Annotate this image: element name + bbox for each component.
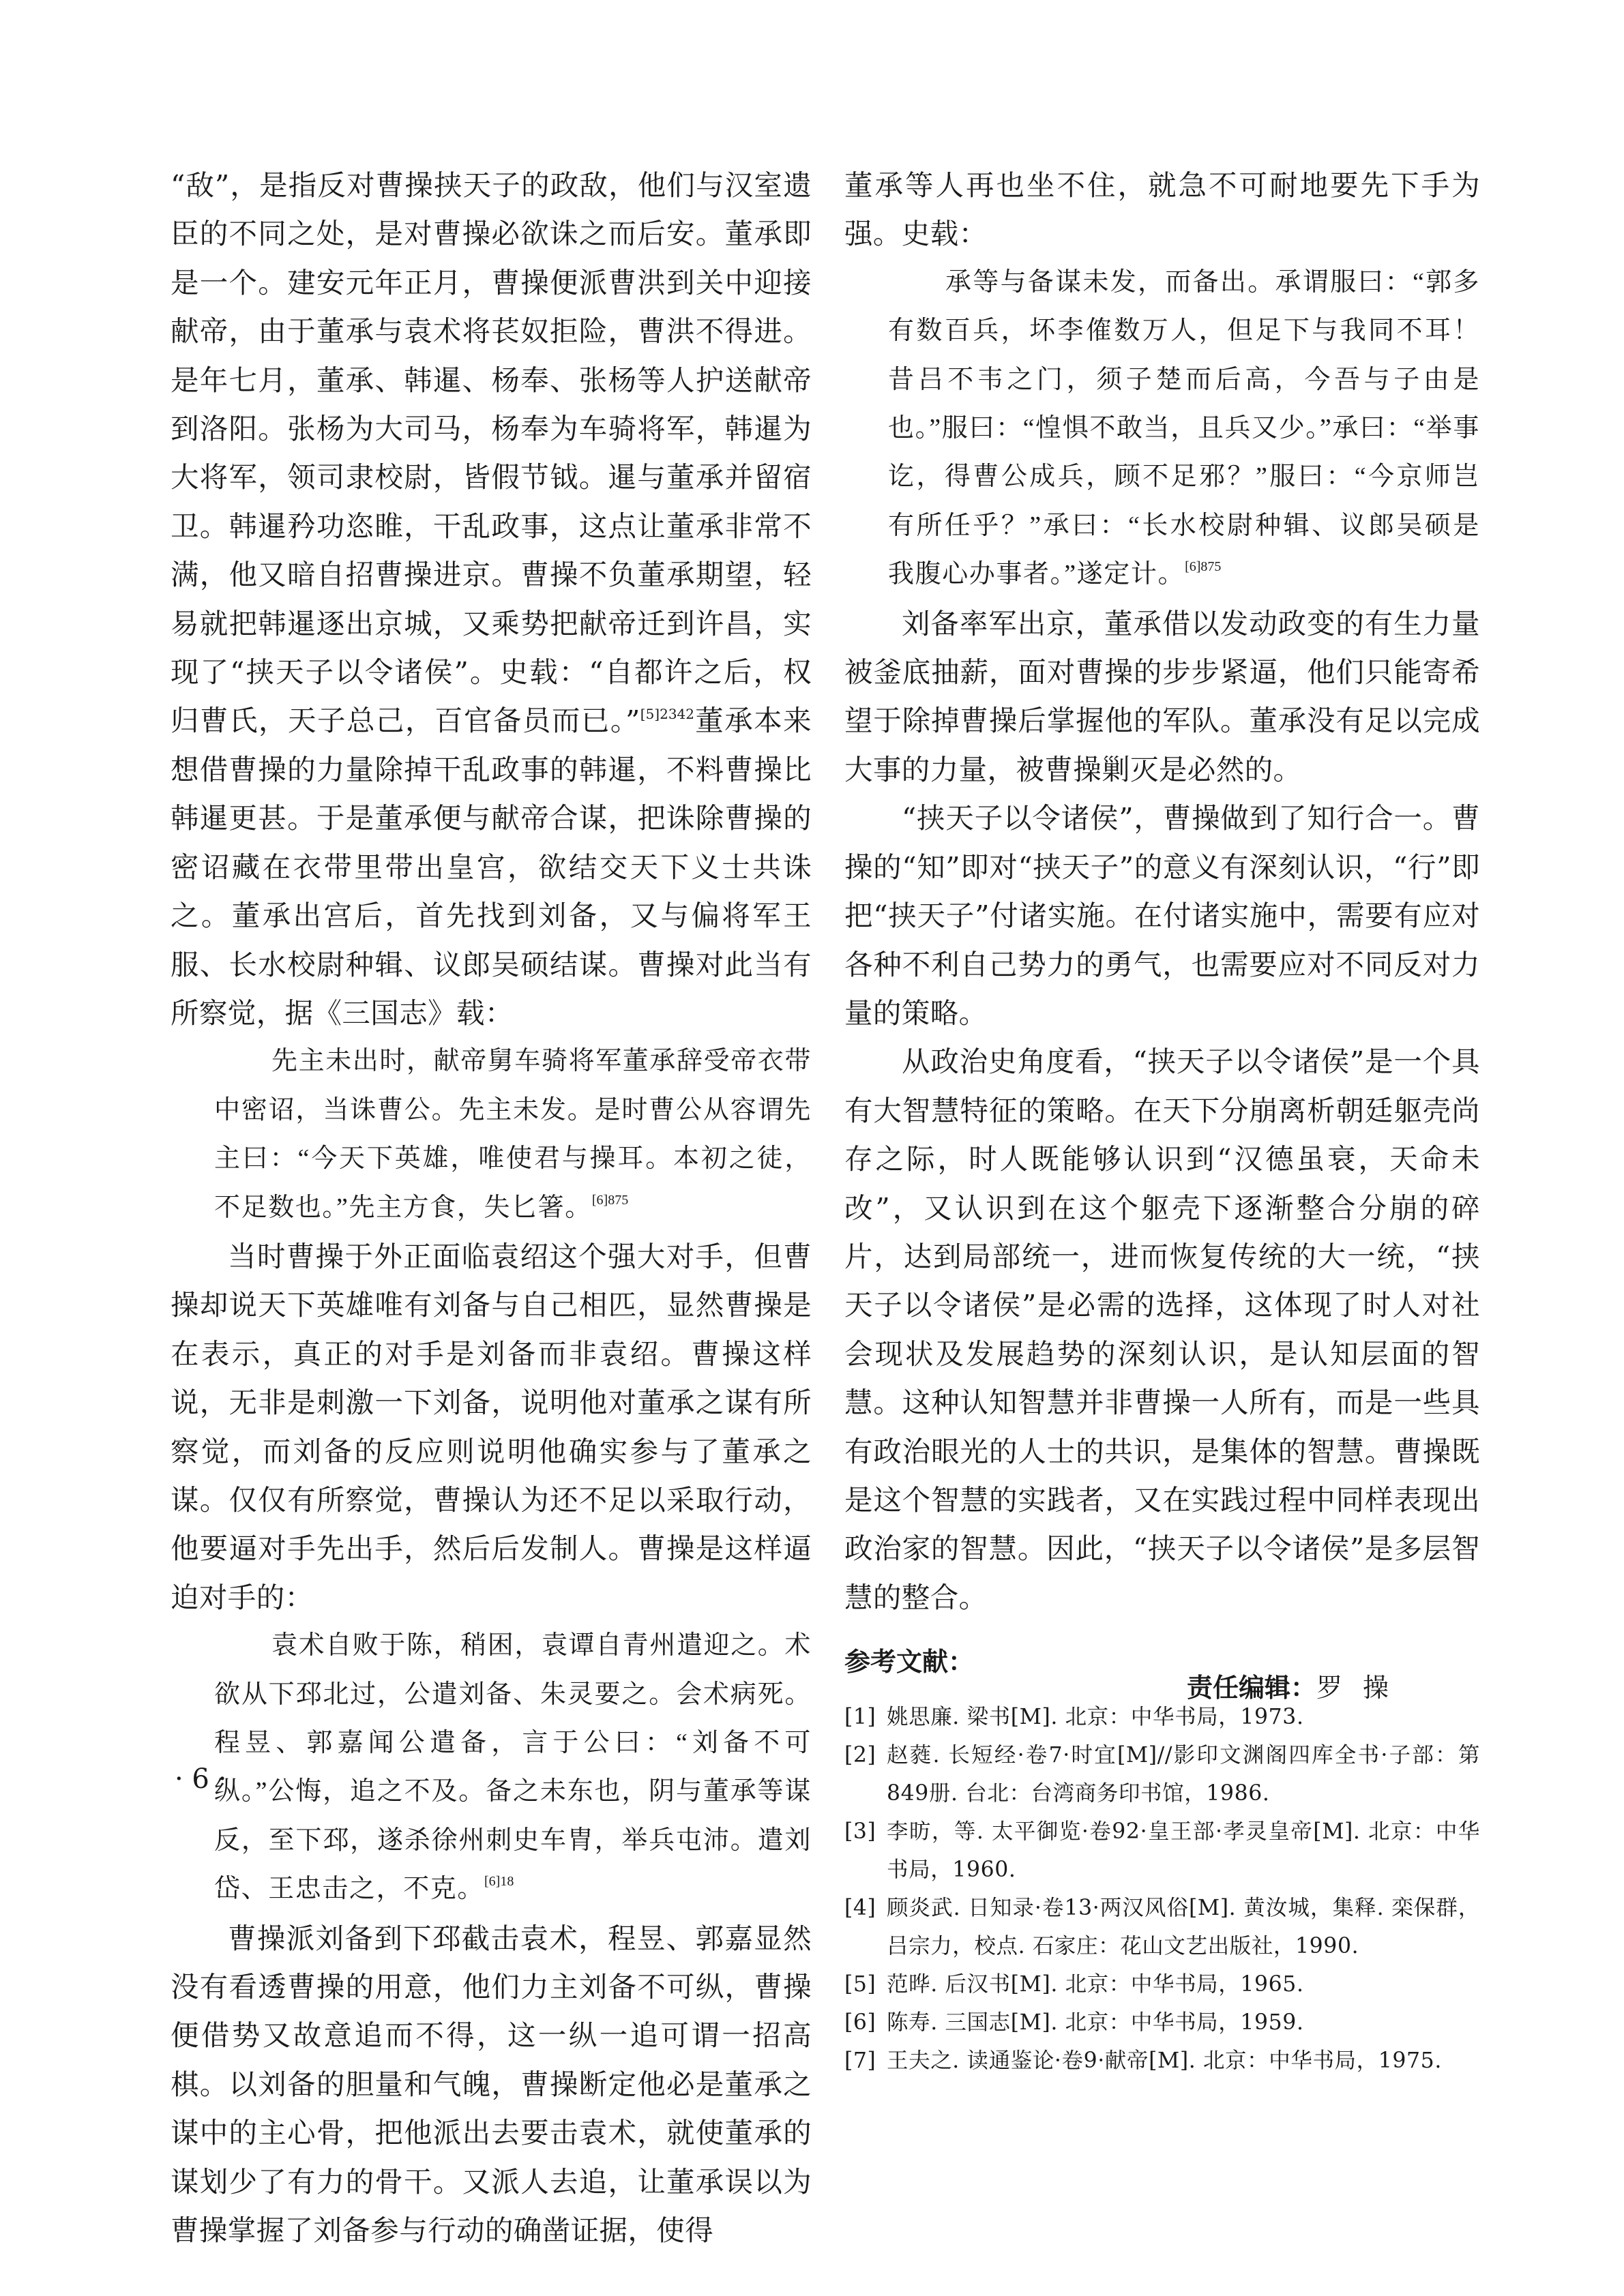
- reference-number: [7]: [844, 2048, 876, 2074]
- quote-text: 先主未出时，献帝舅车骑将军董承辞受帝衣带中密诏，当诛曹公。先主未发。是时曹公从容谓先主曰：“今天下英雄，唯使君与操耳。本初之徒，不足数也。”先主方食，失匕箸。: [214, 1047, 812, 1222]
- quote-text: 承等与备谋未发，而备出。承谓服曰：“郭多有数百兵，坏李傕数万人，但足下与我同不耳！昔吕不韦之门，须子楚而后高，今吾与子由是也。”服曰：“惶惧不敢当，且兵又少。”承曰：“举事讫，得曹公成兵，顾不足邪？”服曰：“今京师岂有所任乎？”承曰：“长水校尉种辑、议郎吴硕是我腹心办事者。”遂定计。: [888, 267, 1480, 589]
- paragraph-text: 董承本来想借曹操的力量除掉干乱政事的韩暹，不料曹操比韩暹更甚。于是董承便与献帝合谋，把诛除曹操的密诏藏在衣带里带出皇宫，欲结交天下义士共诛之。董承出宫后，首先找到刘备，又与偏将军王服、长水校尉种辑、议郎吴硕结谋。曹操对此当有所察觉，据《三国志》载：: [171, 704, 812, 1030]
- body-paragraph: [171, 161, 812, 1037]
- reference-item: [844, 2042, 1480, 2080]
- paragraph-text: “敌”，是指反对曹操挟天子的政敌，他们与汉室遗臣的不同之处，是对曹操必欲诛之而后安。董承即是一个。建安元年正月，曹操便派曹洪到关中迎接献帝，由于董承与袁术将苌奴拒险，曹洪不得进。是年七月，董承、韩暹、杨奉、张杨等人护送献帝到洛阳。张杨为大司马，杨奉为车骑将军，韩暹为大将军，领司隶校尉，皆假节钺。暹与董承并留宿卫。韩暹矜功恣睢，干乱政事，这点让董承非常不满，他又暗自招曹操进京。曹操不负董承期望，轻易就把韩暹逐出京城，又乘势把献帝迁到许昌，实现了“挟天子以令诸侯”。史载：“自都许之后，权归曹氏，天子总己，百官备员而已。”: [171, 168, 812, 738]
- reference-text: 陈寿. 三国志[M]. 北京：中华书局，1959.: [887, 2010, 1304, 2036]
- body-paragraph: 刘备率军出京，董承借以发动政变的有生力量被釜底抽薪，面对曹操的步步紧逼，他们只能寄希望于除掉曹操后掌握他的军队。董承没有足以完成大事的力量，被曹操剿灭是必然的。: [844, 606, 1480, 786]
- reference-item: [844, 1813, 1480, 1889]
- reference-text: 李昉，等. 太平御览·卷92·皇王部·孝灵皇帝[M]. 北京：中华书局，1960.: [887, 1819, 1480, 1883]
- left-column: [171, 161, 812, 2254]
- reference-list: [844, 1698, 1480, 2080]
- responsible-editor: [1187, 1671, 1409, 1705]
- body-paragraph: “挟天子以令诸侯”，曹操做到了知行合一。曹操的“知”即对“挟天子”的意义有深刻认识，“行”即把“挟天子”付诸实施。在付诸实施中，需要有应对各种不利自己势力的勇气，也需要应对不同反对力量的策略。: [844, 801, 1480, 1030]
- reference-number: [6]: [844, 2010, 876, 2036]
- quote-text: 袁术自败于陈，稍困，袁谭自青州遣迎之。术欲从下邳北过，公遣刘备、朱灵要之。会术病死。程昱、郭嘉闻公遣备，言于公曰：“刘备不可纵。”公悔，追之不及。备之未东也，阴与董承等谋反，至下邳，遂杀徐州刺史车胄，举兵屯沛。遣刘岱、王忠击之，不克。: [214, 1631, 812, 1904]
- reference-number: [2]: [844, 1743, 876, 1768]
- citation-marker: [5]2342: [640, 706, 695, 723]
- citation-marker: [6]875: [591, 1192, 629, 1208]
- body-paragraph: 董承等人再也坐不住，就急不可耐地要先下手为强。史载：: [844, 168, 1480, 251]
- reference-text: 顾炎武. 日知录·卷13·两汉风俗[M]. 黄汝城，集释. 栾保群，吕宗力，校点. 石家庄：花山文艺出版社，1990.: [887, 1896, 1480, 1959]
- body-paragraph: 当时曹操于外正面临袁绍这个强大对手，但曹操却说天下英雄唯有刘备与自己相匹，显然曹操是在表示，真正的对手是刘备而非袁绍。曹操这样说，无非是刺激一下刘备，说明他对董承之谋有所察觉，而刘备的反应则说明他确实参与了董承之谋。仅仅有所察觉，曹操认为还不足以采取行动，他要逼对手先出手，然后后发制人。曹操是这样逼迫对手的：: [171, 1239, 812, 1614]
- block-quote: [888, 258, 1480, 599]
- body-paragraph: 从政治史角度看，“挟天子以令诸侯”是一个具有大智慧特征的策略。在天下分崩离析朝廷躯壳尚存之际，时人既能够认识到“汉德虽衰，天命未改”，又认识到在这个躯壳下逐渐整合分崩的碎片，达到局部统一，进而恢复传统的大一统，“挟天子以令诸侯”是必需的选择，这体现了时人对社会现状及发展趋势的深刻认识，是认知层面的智慧。这种认知智慧并非曹操一人所有，而是一些具有政治眼光的人士的共识，是集体的智慧。曹操既是这个智慧的实践者，又在实践过程中同样表现出政治家的智慧。因此，“挟天子以令诸侯”是多层智慧的整合。: [844, 1045, 1480, 1614]
- reference-number: [3]: [844, 1819, 876, 1845]
- reference-item: [844, 2003, 1480, 2042]
- reference-item: [844, 1889, 1480, 1965]
- reference-number: [4]: [844, 1896, 876, 1921]
- body-paragraph: 曹操派刘备到下邳截击袁术，程昱、郭嘉显然没有看透曹操的用意，他们力主刘备不可纵，曹操便借势又故意追而不得，这一纵一追可谓一招高棋。以刘备的胆量和气魄，曹操断定他必是董承之谋中的主心骨，把他派出去要击袁术，就使董承的谋划少了有力的骨干。又派人去追，让董承误以为曹操掌握了刘备参与行动的确凿证据，使得: [171, 1921, 812, 2248]
- citation-marker: [6]18: [484, 1874, 514, 1890]
- block-quote: [214, 1622, 812, 1913]
- reference-number: [5]: [844, 1972, 876, 1997]
- reference-text: 赵蕤. 长短经·卷7·时宜[M]//影印文渊阁四库全书·子部：第849册. 台北：台湾商务印书馆，1986.: [887, 1743, 1480, 1806]
- references-heading: 参考文献：: [844, 1647, 975, 1678]
- reference-item: [844, 1736, 1480, 1813]
- page-number: · 6 ·: [175, 1763, 227, 1795]
- block-quote: [214, 1037, 812, 1232]
- reference-text: 范晔. 后汉书[M]. 北京：中华书局，1965.: [887, 1972, 1304, 1997]
- right-column: [844, 161, 1480, 2080]
- reference-item: [844, 1965, 1480, 2003]
- reference-text: 姚思廉. 梁书[M]. 北京：中华书局，1973.: [887, 1705, 1304, 1730]
- citation-marker: [6]875: [1185, 559, 1222, 575]
- editor-name: 罗操: [1316, 1673, 1410, 1703]
- reference-number: [1]: [844, 1705, 876, 1730]
- editor-label: 责任编辑：: [1187, 1673, 1317, 1703]
- reference-text: 王夫之. 读通鉴论·卷9·献帝[M]. 北京：中华书局，1975.: [887, 2048, 1442, 2074]
